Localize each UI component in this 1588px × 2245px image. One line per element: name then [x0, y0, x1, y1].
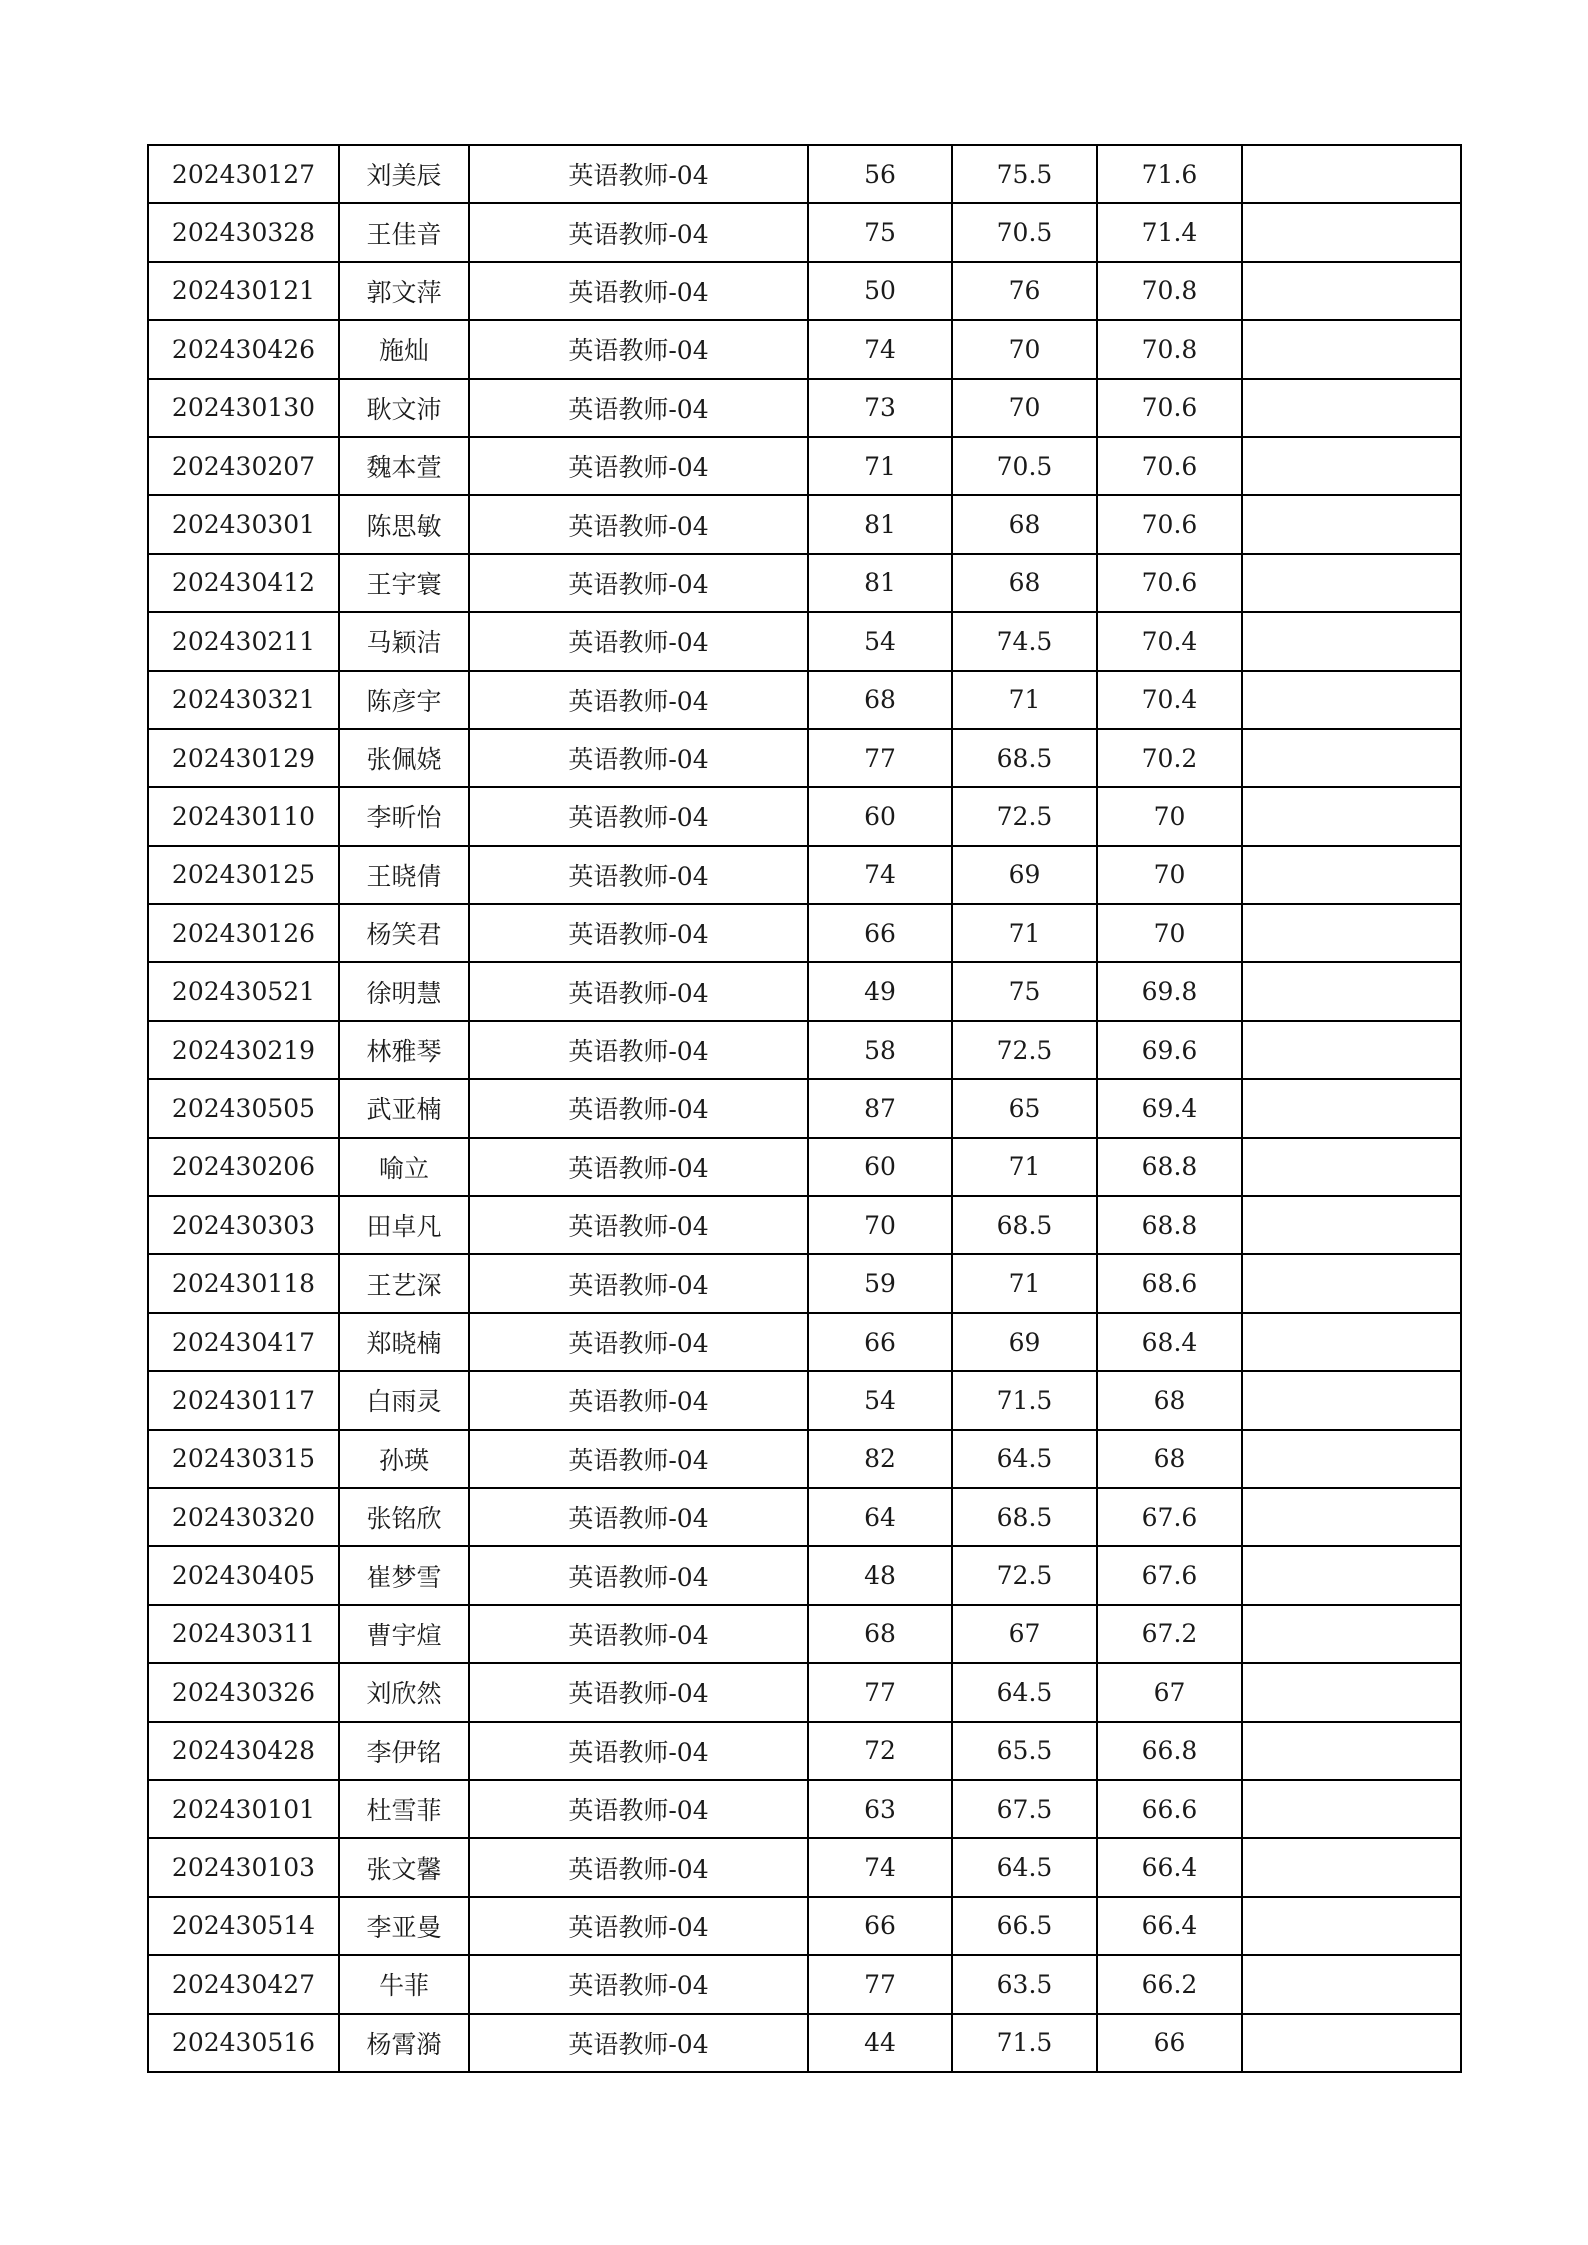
- position-cell: 英语教师-04: [469, 1196, 808, 1254]
- exam-id-cell: 202430118: [148, 1254, 339, 1312]
- note-cell: [1242, 554, 1461, 612]
- note-cell: [1242, 320, 1461, 378]
- position-cell: 英语教师-04: [469, 1430, 808, 1488]
- exam-id-cell: 202430427: [148, 1955, 339, 2013]
- table-row: [148, 1430, 1461, 1488]
- exam-id-cell: 202430303: [148, 1196, 339, 1254]
- note-cell: [1242, 1780, 1461, 1838]
- exam-id-cell: 202430211: [148, 612, 339, 670]
- position-cell: 英语教师-04: [469, 554, 808, 612]
- exam-id-cell: 202430315: [148, 1430, 339, 1488]
- note-cell: [1242, 1138, 1461, 1196]
- note-cell: [1242, 1897, 1461, 1955]
- total-score-cell: 66.2: [1097, 1955, 1242, 2013]
- exam-id-cell: 202430103: [148, 1838, 339, 1896]
- score-table: [147, 144, 1462, 2073]
- total-score-cell: 68: [1097, 1371, 1242, 1429]
- total-score-cell: 66.8: [1097, 1722, 1242, 1780]
- note-cell: [1242, 1196, 1461, 1254]
- candidate-name-cell: 牛菲: [339, 1955, 469, 2013]
- position-cell: 英语教师-04: [469, 437, 808, 495]
- candidate-name-cell: 曹宇煊: [339, 1605, 469, 1663]
- table-row: [148, 1546, 1461, 1604]
- total-score-cell: 69.4: [1097, 1079, 1242, 1137]
- table-row: [148, 1605, 1461, 1663]
- exam-id-cell: 202430426: [148, 320, 339, 378]
- candidate-name-cell: 郑晓楠: [339, 1313, 469, 1371]
- written-score-cell: 58: [808, 1021, 952, 1079]
- exam-id-cell: 202430326: [148, 1663, 339, 1721]
- candidate-name-cell: 李亚曼: [339, 1897, 469, 1955]
- position-cell: 英语教师-04: [469, 1780, 808, 1838]
- candidate-name-cell: 刘欣然: [339, 1663, 469, 1721]
- position-cell: 英语教师-04: [469, 1021, 808, 1079]
- candidate-name-cell: 武亚楠: [339, 1079, 469, 1137]
- candidate-name-cell: 田卓凡: [339, 1196, 469, 1254]
- total-score-cell: 66: [1097, 2014, 1242, 2072]
- candidate-name-cell: 林雅琴: [339, 1021, 469, 1079]
- interview-score-cell: 70: [952, 379, 1097, 437]
- table-row: [148, 495, 1461, 553]
- position-cell: 英语教师-04: [469, 1897, 808, 1955]
- total-score-cell: 70.2: [1097, 729, 1242, 787]
- candidate-name-cell: 郭文萍: [339, 262, 469, 320]
- candidate-name-cell: 喻立: [339, 1138, 469, 1196]
- candidate-name-cell: 王佳音: [339, 203, 469, 261]
- interview-score-cell: 65: [952, 1079, 1097, 1137]
- total-score-cell: 70.4: [1097, 671, 1242, 729]
- written-score-cell: 66: [808, 1313, 952, 1371]
- table-row: [148, 1371, 1461, 1429]
- interview-score-cell: 68: [952, 554, 1097, 612]
- position-cell: 英语教师-04: [469, 962, 808, 1020]
- note-cell: [1242, 1021, 1461, 1079]
- table-row: [148, 1254, 1461, 1312]
- note-cell: [1242, 1663, 1461, 1721]
- note-cell: [1242, 1838, 1461, 1896]
- total-score-cell: 68.8: [1097, 1196, 1242, 1254]
- written-score-cell: 60: [808, 1138, 952, 1196]
- table-row: [148, 787, 1461, 845]
- note-cell: [1242, 1430, 1461, 1488]
- position-cell: 英语教师-04: [469, 1138, 808, 1196]
- note-cell: [1242, 787, 1461, 845]
- position-cell: 英语教师-04: [469, 2014, 808, 2072]
- interview-score-cell: 64.5: [952, 1663, 1097, 1721]
- note-cell: [1242, 437, 1461, 495]
- note-cell: [1242, 962, 1461, 1020]
- written-score-cell: 59: [808, 1254, 952, 1312]
- interview-score-cell: 69: [952, 846, 1097, 904]
- written-score-cell: 70: [808, 1196, 952, 1254]
- position-cell: 英语教师-04: [469, 1546, 808, 1604]
- exam-id-cell: 202430514: [148, 1897, 339, 1955]
- position-cell: 英语教师-04: [469, 1313, 808, 1371]
- interview-score-cell: 68: [952, 495, 1097, 553]
- interview-score-cell: 65.5: [952, 1722, 1097, 1780]
- total-score-cell: 70: [1097, 904, 1242, 962]
- total-score-cell: 66.4: [1097, 1897, 1242, 1955]
- position-cell: 英语教师-04: [469, 262, 808, 320]
- total-score-cell: 70.6: [1097, 495, 1242, 553]
- candidate-name-cell: 白雨灵: [339, 1371, 469, 1429]
- interview-score-cell: 68.5: [952, 729, 1097, 787]
- table-row: [148, 1780, 1461, 1838]
- total-score-cell: 70.6: [1097, 554, 1242, 612]
- table-row: [148, 1138, 1461, 1196]
- written-score-cell: 66: [808, 1897, 952, 1955]
- total-score-cell: 70.4: [1097, 612, 1242, 670]
- candidate-name-cell: 陈彦宇: [339, 671, 469, 729]
- note-cell: [1242, 671, 1461, 729]
- interview-score-cell: 71.5: [952, 1371, 1097, 1429]
- table-row: [148, 904, 1461, 962]
- written-score-cell: 77: [808, 729, 952, 787]
- interview-score-cell: 72.5: [952, 787, 1097, 845]
- written-score-cell: 66: [808, 904, 952, 962]
- note-cell: [1242, 262, 1461, 320]
- interview-score-cell: 71: [952, 1138, 1097, 1196]
- total-score-cell: 68: [1097, 1430, 1242, 1488]
- total-score-cell: 70.8: [1097, 262, 1242, 320]
- note-cell: [1242, 1254, 1461, 1312]
- candidate-name-cell: 孙瑛: [339, 1430, 469, 1488]
- table-row: [148, 2014, 1461, 2072]
- candidate-name-cell: 张文馨: [339, 1838, 469, 1896]
- candidate-name-cell: 杨笑君: [339, 904, 469, 962]
- interview-score-cell: 74.5: [952, 612, 1097, 670]
- table-row: [148, 1488, 1461, 1546]
- table-row: [148, 1897, 1461, 1955]
- note-cell: [1242, 145, 1461, 203]
- position-cell: 英语教师-04: [469, 612, 808, 670]
- position-cell: 英语教师-04: [469, 1371, 808, 1429]
- written-score-cell: 77: [808, 1663, 952, 1721]
- interview-score-cell: 71.5: [952, 2014, 1097, 2072]
- position-cell: 英语教师-04: [469, 1838, 808, 1896]
- written-score-cell: 74: [808, 1838, 952, 1896]
- written-score-cell: 56: [808, 145, 952, 203]
- position-cell: 英语教师-04: [469, 1605, 808, 1663]
- written-score-cell: 44: [808, 2014, 952, 2072]
- interview-score-cell: 72.5: [952, 1546, 1097, 1604]
- total-score-cell: 67.6: [1097, 1488, 1242, 1546]
- table-row: [148, 1079, 1461, 1137]
- total-score-cell: 70.8: [1097, 320, 1242, 378]
- written-score-cell: 74: [808, 320, 952, 378]
- written-score-cell: 74: [808, 846, 952, 904]
- position-cell: 英语教师-04: [469, 1079, 808, 1137]
- exam-id-cell: 202430311: [148, 1605, 339, 1663]
- position-cell: 英语教师-04: [469, 787, 808, 845]
- candidate-name-cell: 马颖洁: [339, 612, 469, 670]
- position-cell: 英语教师-04: [469, 1663, 808, 1721]
- candidate-name-cell: 王宇寰: [339, 554, 469, 612]
- table-row: [148, 145, 1461, 203]
- position-cell: 英语教师-04: [469, 1488, 808, 1546]
- note-cell: [1242, 1605, 1461, 1663]
- exam-id-cell: 202430412: [148, 554, 339, 612]
- note-cell: [1242, 1079, 1461, 1137]
- candidate-name-cell: 杨霄漪: [339, 2014, 469, 2072]
- total-score-cell: 68.6: [1097, 1254, 1242, 1312]
- note-cell: [1242, 2014, 1461, 2072]
- interview-score-cell: 69: [952, 1313, 1097, 1371]
- written-score-cell: 81: [808, 495, 952, 553]
- exam-id-cell: 202430428: [148, 1722, 339, 1780]
- note-cell: [1242, 1722, 1461, 1780]
- table-row: [148, 846, 1461, 904]
- position-cell: 英语教师-04: [469, 1254, 808, 1312]
- position-cell: 英语教师-04: [469, 846, 808, 904]
- table-body: [148, 145, 1461, 2072]
- total-score-cell: 67: [1097, 1663, 1242, 1721]
- written-score-cell: 49: [808, 962, 952, 1020]
- written-score-cell: 75: [808, 203, 952, 261]
- interview-score-cell: 71: [952, 671, 1097, 729]
- candidate-name-cell: 王晓倩: [339, 846, 469, 904]
- candidate-name-cell: 张佩娆: [339, 729, 469, 787]
- note-cell: [1242, 379, 1461, 437]
- exam-id-cell: 202430320: [148, 1488, 339, 1546]
- written-score-cell: 68: [808, 1605, 952, 1663]
- table-row: [148, 262, 1461, 320]
- exam-id-cell: 202430117: [148, 1371, 339, 1429]
- position-cell: 英语教师-04: [469, 379, 808, 437]
- exam-id-cell: 202430207: [148, 437, 339, 495]
- interview-score-cell: 71: [952, 904, 1097, 962]
- position-cell: 英语教师-04: [469, 1722, 808, 1780]
- written-score-cell: 71: [808, 437, 952, 495]
- interview-score-cell: 68.5: [952, 1488, 1097, 1546]
- candidate-name-cell: 李伊铭: [339, 1722, 469, 1780]
- exam-id-cell: 202430405: [148, 1546, 339, 1604]
- table-row: [148, 554, 1461, 612]
- interview-score-cell: 67.5: [952, 1780, 1097, 1838]
- position-cell: 英语教师-04: [469, 145, 808, 203]
- position-cell: 英语教师-04: [469, 904, 808, 962]
- table-row: [148, 1722, 1461, 1780]
- total-score-cell: 66.4: [1097, 1838, 1242, 1896]
- interview-score-cell: 67: [952, 1605, 1097, 1663]
- interview-score-cell: 75.5: [952, 145, 1097, 203]
- position-cell: 英语教师-04: [469, 203, 808, 261]
- written-score-cell: 81: [808, 554, 952, 612]
- table-row: [148, 671, 1461, 729]
- note-cell: [1242, 846, 1461, 904]
- interview-score-cell: 70.5: [952, 203, 1097, 261]
- exam-id-cell: 202430110: [148, 787, 339, 845]
- exam-id-cell: 202430130: [148, 379, 339, 437]
- total-score-cell: 69.6: [1097, 1021, 1242, 1079]
- exam-id-cell: 202430417: [148, 1313, 339, 1371]
- table-row: [148, 729, 1461, 787]
- total-score-cell: 66.6: [1097, 1780, 1242, 1838]
- written-score-cell: 60: [808, 787, 952, 845]
- candidate-name-cell: 耿文沛: [339, 379, 469, 437]
- candidate-name-cell: 魏本萱: [339, 437, 469, 495]
- candidate-name-cell: 徐明慧: [339, 962, 469, 1020]
- total-score-cell: 69.8: [1097, 962, 1242, 1020]
- table-row: [148, 437, 1461, 495]
- interview-score-cell: 76: [952, 262, 1097, 320]
- total-score-cell: 68.8: [1097, 1138, 1242, 1196]
- written-score-cell: 72: [808, 1722, 952, 1780]
- interview-score-cell: 70.5: [952, 437, 1097, 495]
- total-score-cell: 71.6: [1097, 145, 1242, 203]
- interview-score-cell: 70: [952, 320, 1097, 378]
- table-row: [148, 612, 1461, 670]
- written-score-cell: 82: [808, 1430, 952, 1488]
- written-score-cell: 87: [808, 1079, 952, 1137]
- exam-id-cell: 202430129: [148, 729, 339, 787]
- interview-score-cell: 71: [952, 1254, 1097, 1312]
- table-row: [148, 1838, 1461, 1896]
- candidate-name-cell: 张铭欣: [339, 1488, 469, 1546]
- candidate-name-cell: 李昕怡: [339, 787, 469, 845]
- total-score-cell: 70: [1097, 846, 1242, 904]
- written-score-cell: 63: [808, 1780, 952, 1838]
- exam-id-cell: 202430206: [148, 1138, 339, 1196]
- table-row: [148, 962, 1461, 1020]
- written-score-cell: 54: [808, 612, 952, 670]
- interview-score-cell: 72.5: [952, 1021, 1097, 1079]
- note-cell: [1242, 729, 1461, 787]
- exam-id-cell: 202430328: [148, 203, 339, 261]
- interview-score-cell: 64.5: [952, 1838, 1097, 1896]
- interview-score-cell: 66.5: [952, 1897, 1097, 1955]
- total-score-cell: 70.6: [1097, 437, 1242, 495]
- total-score-cell: 67.2: [1097, 1605, 1242, 1663]
- written-score-cell: 68: [808, 671, 952, 729]
- written-score-cell: 48: [808, 1546, 952, 1604]
- written-score-cell: 54: [808, 1371, 952, 1429]
- table-row: [148, 379, 1461, 437]
- table-row: [148, 320, 1461, 378]
- written-score-cell: 73: [808, 379, 952, 437]
- note-cell: [1242, 495, 1461, 553]
- position-cell: 英语教师-04: [469, 1955, 808, 2013]
- exam-id-cell: 202430127: [148, 145, 339, 203]
- exam-id-cell: 202430301: [148, 495, 339, 553]
- candidate-name-cell: 杜雪菲: [339, 1780, 469, 1838]
- exam-id-cell: 202430101: [148, 1780, 339, 1838]
- candidate-name-cell: 王艺深: [339, 1254, 469, 1312]
- exam-id-cell: 202430516: [148, 2014, 339, 2072]
- exam-id-cell: 202430125: [148, 846, 339, 904]
- total-score-cell: 70: [1097, 787, 1242, 845]
- total-score-cell: 67.6: [1097, 1546, 1242, 1604]
- table-row: [148, 1196, 1461, 1254]
- interview-score-cell: 68.5: [952, 1196, 1097, 1254]
- total-score-cell: 68.4: [1097, 1313, 1242, 1371]
- total-score-cell: 70.6: [1097, 379, 1242, 437]
- table-row: [148, 1663, 1461, 1721]
- note-cell: [1242, 1546, 1461, 1604]
- exam-id-cell: 202430505: [148, 1079, 339, 1137]
- table-row: [148, 1313, 1461, 1371]
- candidate-name-cell: 刘美辰: [339, 145, 469, 203]
- written-score-cell: 64: [808, 1488, 952, 1546]
- table-row: [148, 1955, 1461, 2013]
- interview-score-cell: 64.5: [952, 1430, 1097, 1488]
- interview-score-cell: 75: [952, 962, 1097, 1020]
- position-cell: 英语教师-04: [469, 729, 808, 787]
- note-cell: [1242, 612, 1461, 670]
- written-score-cell: 77: [808, 1955, 952, 2013]
- exam-id-cell: 202430121: [148, 262, 339, 320]
- note-cell: [1242, 904, 1461, 962]
- candidate-name-cell: 崔梦雪: [339, 1546, 469, 1604]
- note-cell: [1242, 1371, 1461, 1429]
- note-cell: [1242, 203, 1461, 261]
- exam-id-cell: 202430219: [148, 1021, 339, 1079]
- note-cell: [1242, 1955, 1461, 2013]
- note-cell: [1242, 1488, 1461, 1546]
- table-row: [148, 1021, 1461, 1079]
- candidate-name-cell: 陈思敏: [339, 495, 469, 553]
- exam-id-cell: 202430126: [148, 904, 339, 962]
- exam-id-cell: 202430321: [148, 671, 339, 729]
- position-cell: 英语教师-04: [469, 320, 808, 378]
- table-row: [148, 203, 1461, 261]
- exam-id-cell: 202430521: [148, 962, 339, 1020]
- written-score-cell: 50: [808, 262, 952, 320]
- note-cell: [1242, 1313, 1461, 1371]
- position-cell: 英语教师-04: [469, 495, 808, 553]
- position-cell: 英语教师-04: [469, 671, 808, 729]
- candidate-name-cell: 施灿: [339, 320, 469, 378]
- interview-score-cell: 63.5: [952, 1955, 1097, 2013]
- total-score-cell: 71.4: [1097, 203, 1242, 261]
